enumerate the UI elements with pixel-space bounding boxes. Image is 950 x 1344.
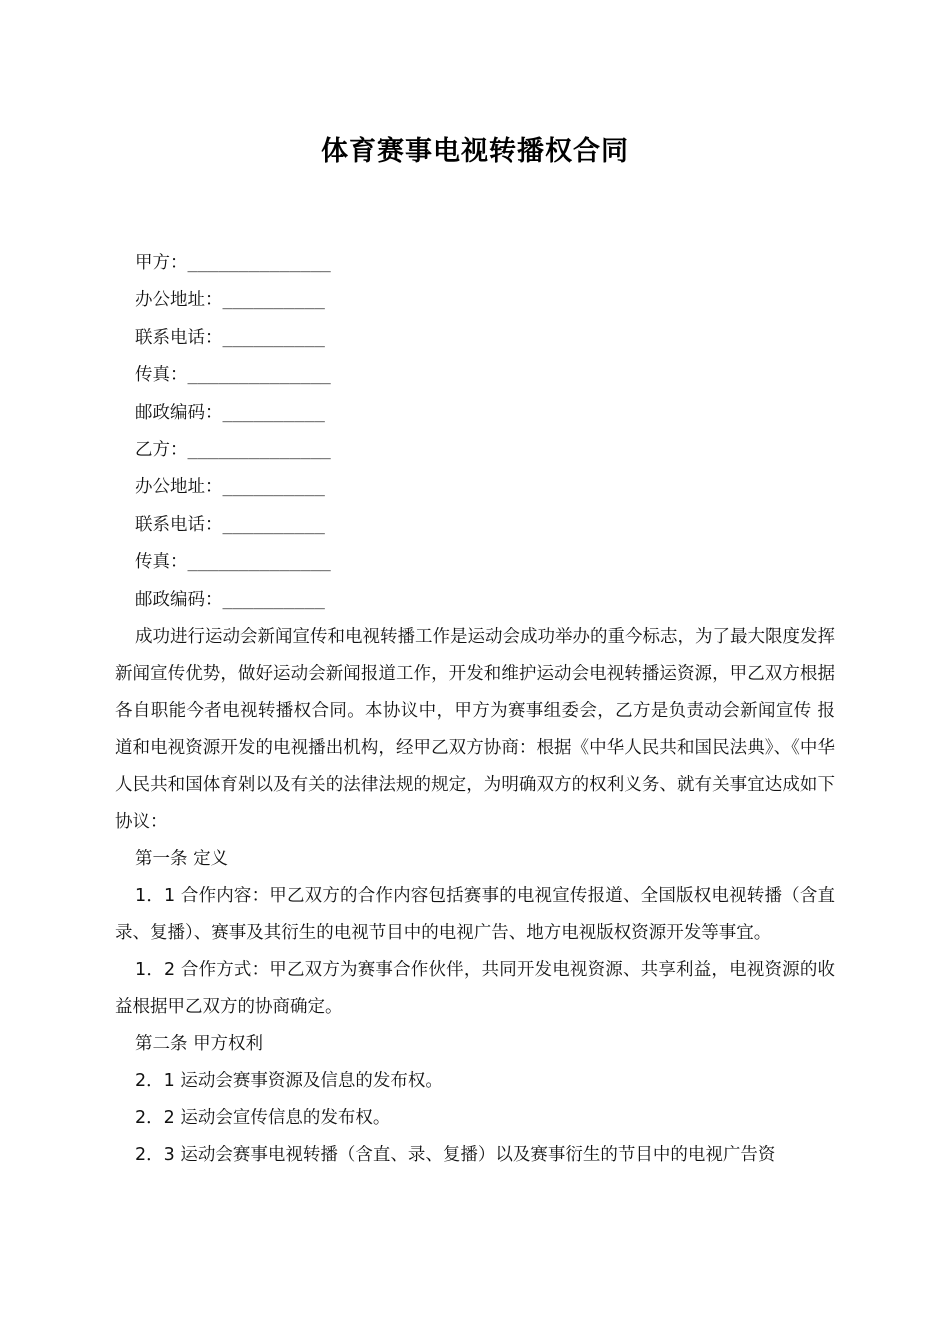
field-blank: ______________ — [187, 253, 331, 273]
preamble-paragraph: 成功进行运动会新闻宣传和电视转播工作是运动会成功举办的重今标志，为了最大限度发挥新闻宣传优势，做好运动会新闻报道工作，开发和维护运动会电视转播运资源，甲乙双方根据各自职能今者电视转播权合同。本协议中，甲方为赛事组委会，乙方是负责动会新闻宣传 报道和电视资源开发的电视播出机构，经甲乙双方协商：根据《中华人民共和国民法典》、《中华人民共和国体育剁以及有关的法律法规的规定，为明确双方的权利义务、就有关事宜达成如下协议： — [115, 627, 835, 832]
field-blank: __________ — [222, 290, 325, 311]
party-info-fields — [135, 248, 331, 622]
party-b-postcode-field — [135, 585, 331, 622]
field-label: 联系电话： — [135, 327, 223, 348]
field-label: 邮政编码： — [135, 589, 223, 610]
party-b-name-field — [135, 435, 331, 472]
clause-2-2: 2．2 运动会宣传信息的发布权。 — [135, 1108, 391, 1128]
contract-body — [115, 619, 835, 1174]
field-blank: __________ — [222, 589, 325, 610]
party-a-phone-field — [135, 323, 331, 360]
party-b-address-field — [135, 472, 331, 509]
clause-2-3: 2．3 运动会赛事电视转播（含直、录、复播）以及赛事衍生的节目中的电视广告资 — [135, 1145, 776, 1165]
party-a-fax-field — [135, 360, 331, 397]
field-blank: __________ — [222, 327, 325, 348]
clause-1-1: 1．1 合作内容：甲乙双方的合作内容包括赛事的电视宣传报道、全国版权电视转播（含直 录、复播）、赛事及其衍生的电视节目中的电视广告、地方电视版权资源开发等事宜。 — [115, 886, 835, 943]
field-blank: ______________ — [187, 365, 331, 386]
party-b-phone-field — [135, 510, 331, 547]
article-2-heading: 第二条 甲方权利 — [135, 1034, 264, 1054]
field-blank: ______________ — [187, 439, 331, 460]
party-a-address-field — [135, 285, 331, 322]
field-blank: ______________ — [187, 552, 331, 573]
field-label: 乙方： — [135, 439, 188, 460]
field-label: 联系电话： — [135, 514, 223, 535]
field-blank: __________ — [222, 477, 325, 498]
party-a-name-field — [135, 248, 331, 285]
document-title: 体育赛事电视转播权合同 — [321, 136, 629, 167]
field-label: 邮政编码： — [135, 402, 223, 423]
field-label: 甲方： — [135, 253, 188, 273]
field-blank: __________ — [222, 402, 325, 423]
clause-2-1: 2．1 运动会赛事资源及信息的发布权。 — [135, 1071, 443, 1091]
party-b-fax-field — [135, 547, 331, 584]
field-label: 传真： — [135, 552, 188, 573]
field-label: 办公地址： — [135, 290, 223, 311]
article-1-heading: 第一条 定义 — [135, 849, 229, 869]
field-label: 传真： — [135, 365, 188, 386]
party-a-postcode-field — [135, 398, 331, 435]
clause-1-2: 1．2 合作方式：甲乙双方为赛事合作伙伴，共同开发电视资源、共享利益，电视资源的收益根据甲乙双方的协商确定。 — [115, 960, 835, 1017]
field-label: 办公地址： — [135, 477, 223, 498]
field-blank: __________ — [222, 514, 325, 535]
